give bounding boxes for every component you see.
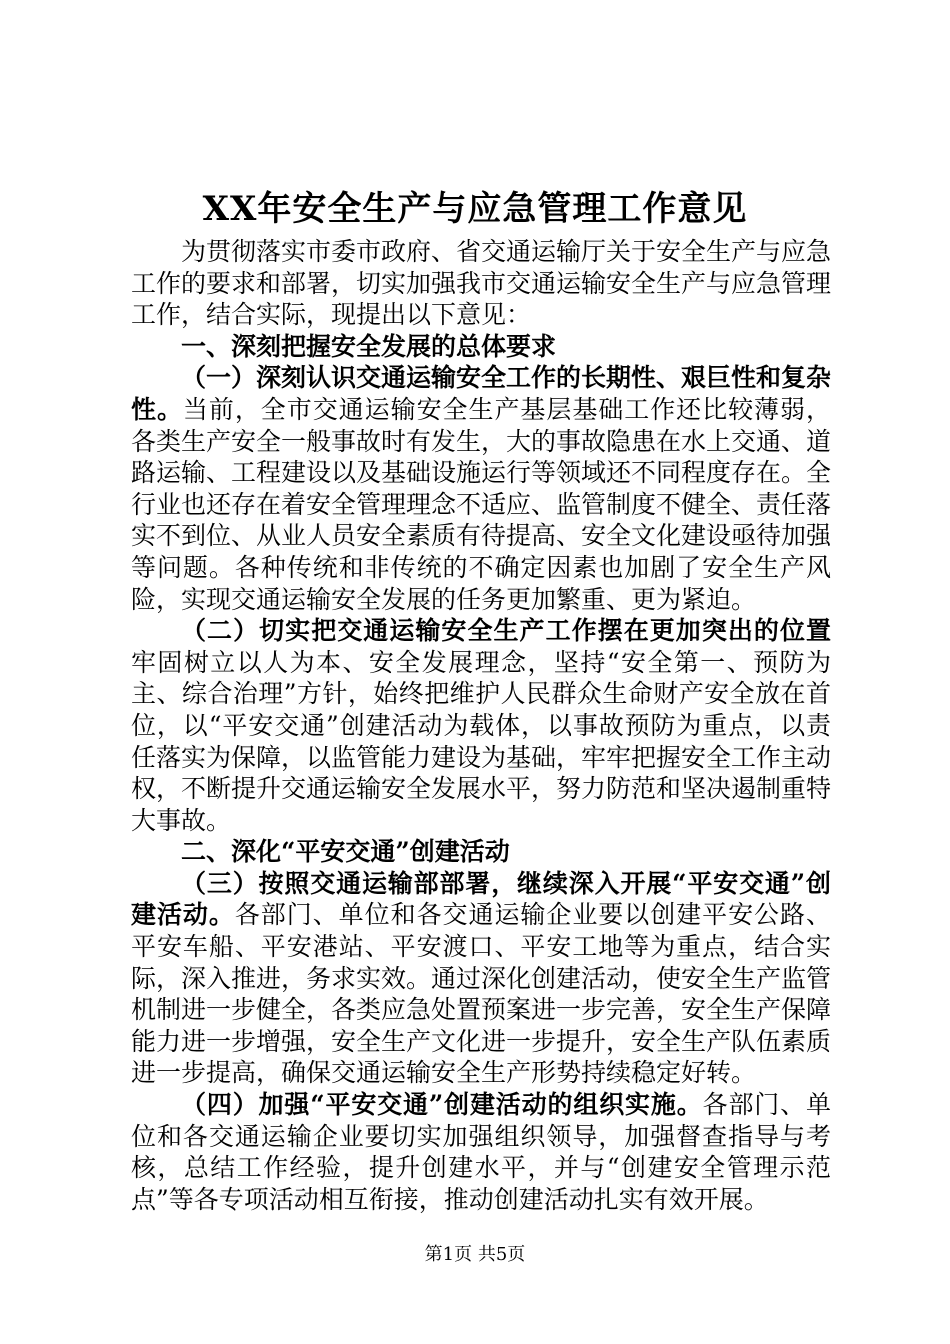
page-footer: 第1页 共5页 <box>424 1244 526 1265</box>
paragraph-item-2 <box>131 615 831 836</box>
section-heading-1: 一、深刻把握安全发展的总体要求 <box>181 331 557 361</box>
item-text-3: 各部门、单位和各交通运输企业要以创建平安公路、平安车船、平安港站、平安渡口、平安工地等为重点，结合实际，深入推进，务求实效。通过深化创建活动，使安全生产监管机制进一步健全，各类应急处置预案进一步完善，安全生产保障能力进一步增强，安全生产文化进一步提升，安全生产队伍素质进一步提高，确保交通运输安全生产形势持续稳定好转。 <box>131 900 832 1088</box>
document-body <box>131 236 831 1215</box>
paragraph-item-3 <box>131 868 831 1089</box>
document-title: XX年安全生产与应急管理工作意见 <box>202 189 748 229</box>
item-text-4: 各部门、单位和各交通运输企业要切实加强组织领导，加强督查指导与考核，总结工作经验，提升创建水平，并与“创建安全管理示范点”等各专项活动相互衔接，推动创建活动扎实有效开展。 <box>131 1090 831 1214</box>
paragraph-item-1 <box>131 362 831 615</box>
paragraph-item-4 <box>131 1089 831 1215</box>
item-text-2: 牢固树立以人为本、安全发展理念，坚持“安全第一、预防为主、综合治理”方针，始终把维护人民群众生命财产安全放在首位，以“平安交通”创建活动为载体，以事故预防为重点，以责任落实为保障，以监管能力建设为基础，牢牢把握安全工作主动权，不断提升交通运输安全发展水平，努力防范和坚决遏制重特大事故。 <box>131 647 832 835</box>
item-lead-2: （二）切实把交通运输安全生产工作摆在更加突出的位置 <box>181 616 831 646</box>
item-lead-3: （三）按照交通运输部部署，继续深入开展“平安交通”创建活动。 <box>131 868 831 930</box>
item-lead-1: （一）深刻认识交通运输安全工作的长期性、艰巨性和复杂性。 <box>131 363 832 424</box>
section-heading-2: 二、深化“平安交通”创建活动 <box>181 837 510 867</box>
item-lead-4: （四）加强“平安交通”创建活动的组织实施。 <box>181 1090 703 1120</box>
item-text-1: 当前，全市交通运输安全生产基层基础工作还比较薄弱，各类生产安全一般事故时有发生，大的事故隐患在水上交通、道路运输、工程建设以及基础设施运行等领域还不同程度存在。全行业也还存在着安全管理理念不适应、监管制度不健全、责任落实不到位、从业人员安全素质有待提高、安全文化建设亟待加强等问题。各种传统和非传统的不确定因素也加剧了安全生产风险，实现交通运输安全发展的任务更加繁重、更为紧迫。 <box>131 394 832 614</box>
intro-paragraph: 为贯彻落实市委市政府、省交通运输厅关于安全生产与应急工作的要求和部署，切实加强我市交通运输安全生产与应急管理工作，结合实际，现提出以下意见： <box>131 237 832 330</box>
